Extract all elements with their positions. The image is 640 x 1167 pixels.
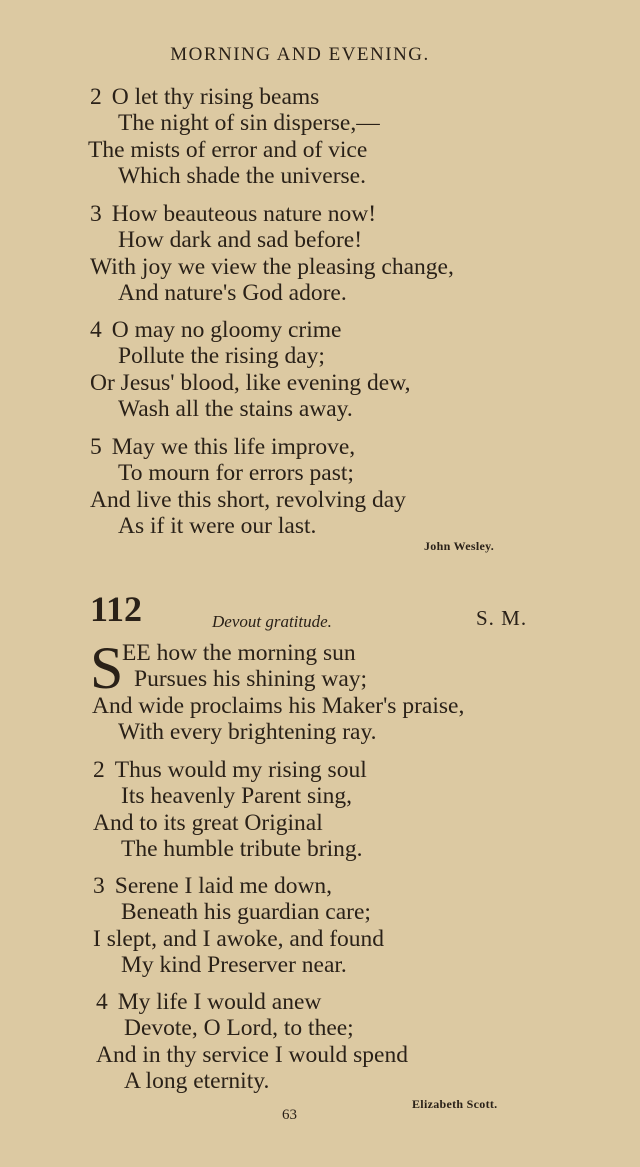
stanza-number: 3 bbox=[90, 201, 102, 227]
verse-line: And live this short, revolving day bbox=[90, 486, 406, 513]
verse-line: A long eternity. bbox=[124, 1067, 270, 1094]
verse-line: Serene I laid me down, bbox=[114, 873, 333, 899]
drop-cap: S bbox=[90, 635, 124, 701]
hymn-meter: S. M. bbox=[476, 606, 528, 630]
prev-hymn-author: John Wesley. bbox=[424, 539, 495, 553]
prev-stanza-5 bbox=[90, 434, 640, 539]
hymn-subtitle: Devout gratitude. bbox=[212, 612, 332, 631]
verse-line: Which shade the universe. bbox=[118, 162, 366, 189]
verse-line: Beneath his guardian care; bbox=[121, 899, 371, 926]
stanza-number: 4 bbox=[96, 989, 108, 1015]
verse-line: Devote, O Lord, to thee; bbox=[124, 1015, 354, 1042]
verse-line: How dark and sad before! bbox=[118, 227, 363, 254]
verse-line: And in thy service I would spend bbox=[96, 1041, 408, 1068]
verse-line: I slept, and I awoke, and found bbox=[93, 925, 385, 952]
hymn-stanza-2 bbox=[93, 757, 640, 862]
hymn-number: 112 bbox=[90, 589, 143, 629]
verse-line: O let thy rising beams bbox=[111, 84, 320, 110]
verse-line: The humble tribute bring. bbox=[121, 835, 363, 862]
page-number: 63 bbox=[282, 1107, 297, 1123]
verse-line: With joy we view the pleasing change, bbox=[90, 253, 454, 280]
stanza-number: 2 bbox=[93, 757, 105, 783]
verse-line: Pursues his shining way; bbox=[134, 666, 368, 693]
verse-line: And to its great Original bbox=[93, 809, 323, 836]
prev-stanza-4 bbox=[90, 317, 640, 422]
verse-line: The night of sin disperse,— bbox=[118, 110, 380, 137]
verse-line: My life I would anew bbox=[117, 989, 322, 1015]
verse-line: Pollute the rising day; bbox=[118, 343, 325, 370]
stanza-number: 5 bbox=[90, 434, 102, 460]
verse-line: Wash all the stains away. bbox=[118, 395, 353, 422]
hymn-stanza-3 bbox=[93, 873, 640, 978]
verse-line: Or Jesus' blood, like evening dew, bbox=[90, 369, 411, 396]
prev-stanza-2 bbox=[90, 84, 640, 189]
verse-line: And wide proclaims his Maker's praise, bbox=[92, 692, 465, 719]
verse-line: My kind Preserver near. bbox=[121, 951, 347, 978]
hymn-stanza-4 bbox=[96, 989, 640, 1094]
stanza-number: 4 bbox=[90, 317, 102, 343]
stanza-number: 2 bbox=[90, 84, 102, 110]
hymn-author: Elizabeth Scott. bbox=[412, 1097, 498, 1111]
page-header: MORNING AND EVENING. bbox=[170, 44, 430, 65]
verse-line: Its heavenly Parent sing, bbox=[121, 783, 353, 810]
verse-line: The mists of error and of vice bbox=[88, 136, 368, 163]
verse-line: May we this life improve, bbox=[111, 434, 356, 460]
verse-line: EE how the morning sun bbox=[122, 640, 356, 666]
stanza-number: 3 bbox=[93, 873, 105, 899]
verse-line: And nature's God adore. bbox=[118, 279, 347, 306]
prev-stanza-3 bbox=[90, 201, 640, 306]
verse-line: Thus would my rising soul bbox=[114, 757, 367, 783]
hymn-stanza-1 bbox=[90, 635, 640, 745]
verse-line: O may no gloomy crime bbox=[111, 317, 342, 343]
verse-line: With every brightening ray. bbox=[118, 718, 377, 745]
verse-line: As if it were our last. bbox=[118, 512, 317, 539]
verse-line: To mourn for errors past; bbox=[118, 460, 354, 487]
verse-line: How beauteous nature now! bbox=[111, 201, 377, 227]
